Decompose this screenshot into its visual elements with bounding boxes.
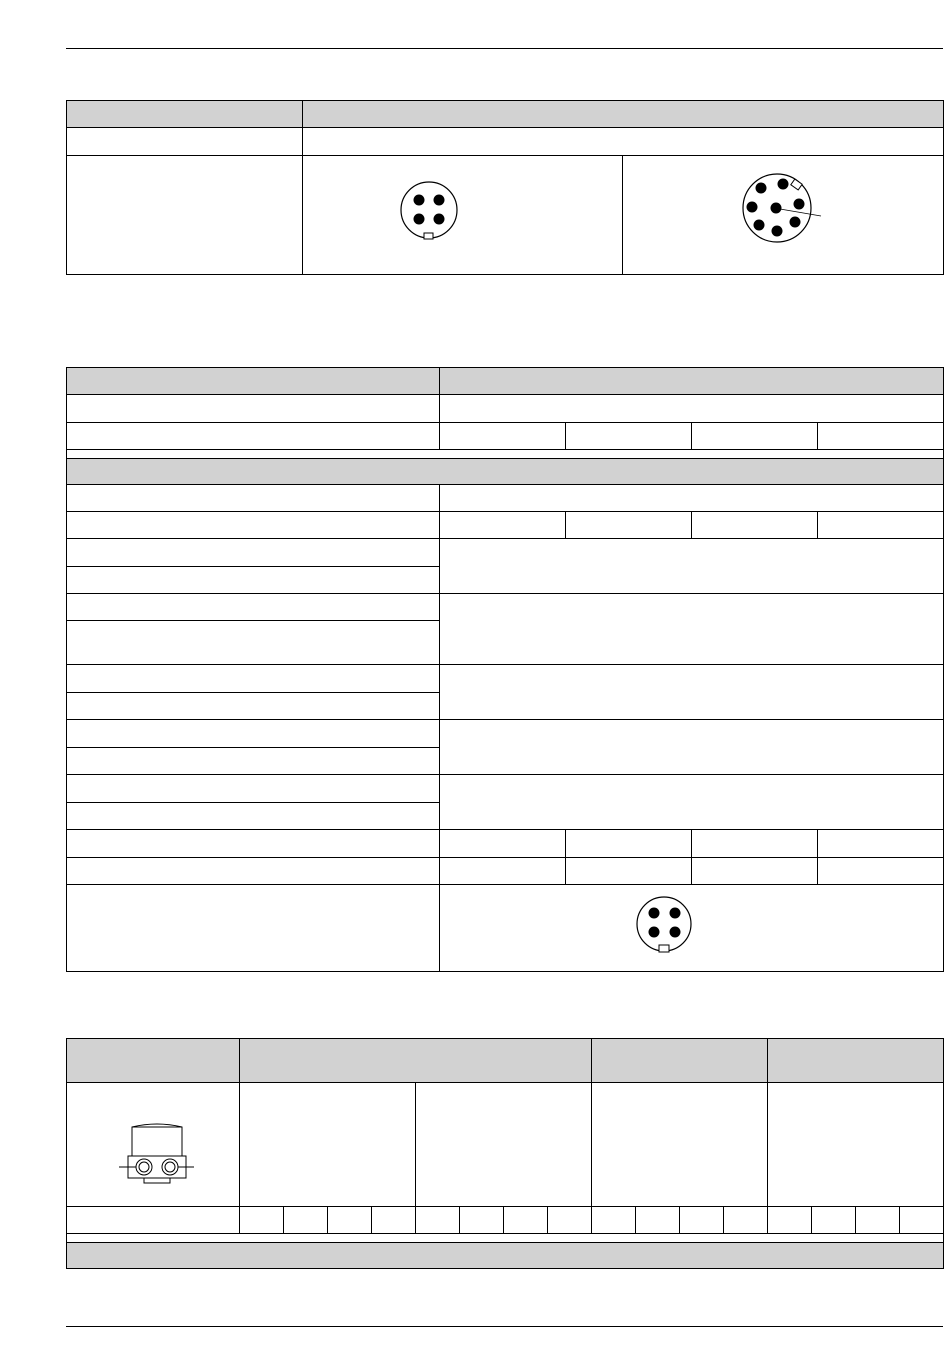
order-sub-header	[416, 1083, 592, 1207]
connector-table-header-left	[67, 101, 303, 128]
spec-row-label	[67, 775, 440, 803]
spec-connector-label	[67, 885, 440, 972]
order-sub-header	[592, 1083, 768, 1207]
order-codes-label	[67, 1207, 240, 1234]
connector-8pin-cell	[623, 156, 944, 275]
spec-table-header-right	[440, 368, 944, 395]
spec-row-label	[67, 748, 440, 775]
spec-table-header-left	[67, 368, 440, 395]
order-code-cell	[460, 1207, 504, 1234]
spec-row-value	[440, 830, 566, 858]
spec-row-label	[67, 858, 440, 885]
spec-row-value	[818, 830, 944, 858]
connector-table-row1-value	[303, 128, 944, 156]
spec-row-label	[67, 512, 440, 539]
connector-4pin-cell	[303, 156, 623, 275]
page-header-text	[66, 30, 943, 46]
sensor-housing-drawing	[67, 1083, 240, 1206]
spec-row-value	[440, 594, 944, 665]
order-code-cell	[856, 1207, 900, 1234]
order-code-cell	[592, 1207, 636, 1234]
spec-row-value	[566, 512, 692, 539]
spec-row-label	[67, 395, 440, 423]
spec-row-value	[440, 775, 944, 830]
spec-row-value	[440, 485, 944, 512]
spec-row-label	[67, 423, 440, 450]
spec-table	[66, 367, 944, 972]
spec-connector-cell	[440, 885, 944, 972]
order-code-cell	[416, 1207, 460, 1234]
header-rule	[66, 48, 943, 49]
order-footer-note	[67, 1243, 944, 1269]
spec-row-label	[67, 693, 440, 720]
spec-row-value	[818, 512, 944, 539]
connector-4pin-icon	[303, 156, 623, 274]
spec-row-label	[67, 621, 440, 665]
spec-row-value	[440, 395, 944, 423]
footer-rule	[66, 1326, 943, 1327]
spec-row-value	[440, 665, 944, 720]
spec-row-value	[692, 830, 818, 858]
order-sub-header	[240, 1083, 416, 1207]
connector-table-row1-label	[67, 128, 303, 156]
spec-row-label	[67, 567, 440, 594]
spec-row-value	[566, 858, 692, 885]
spec-row-value	[692, 512, 818, 539]
order-sub-header	[768, 1083, 944, 1207]
spec-row-value	[818, 423, 944, 450]
spec-row-value	[440, 423, 566, 450]
page-footer-text	[66, 1330, 943, 1346]
spec-row-value	[692, 858, 818, 885]
order-code-cell	[548, 1207, 592, 1234]
connector-table-header-right	[303, 101, 944, 128]
connector-table	[66, 100, 944, 275]
order-header-group	[592, 1039, 768, 1083]
connector-4pin-icon	[440, 885, 943, 971]
spec-row-label	[67, 803, 440, 830]
spec-row-label	[67, 539, 440, 567]
spec-row-value	[440, 512, 566, 539]
order-code-cell	[812, 1207, 856, 1234]
order-code-cell	[372, 1207, 416, 1234]
spec-row-label	[67, 720, 440, 748]
order-table	[66, 1038, 944, 1269]
spec-row-value	[440, 858, 566, 885]
spec-row-label	[67, 594, 440, 621]
spec-row-label	[67, 485, 440, 512]
spec-row-label	[67, 830, 440, 858]
order-code-cell	[636, 1207, 680, 1234]
order-header-group	[768, 1039, 944, 1083]
order-header-group	[240, 1039, 592, 1083]
order-code-cell	[680, 1207, 724, 1234]
order-code-cell	[284, 1207, 328, 1234]
spec-section-header	[67, 459, 944, 485]
order-code-cell	[768, 1207, 812, 1234]
spec-row-value	[440, 539, 944, 594]
order-header-product	[67, 1039, 240, 1083]
connector-table-row2-label	[67, 156, 303, 275]
spec-row-value	[692, 423, 818, 450]
order-code-cell	[724, 1207, 768, 1234]
spec-spacer-row	[67, 450, 944, 459]
product-drawing-cell	[67, 1083, 240, 1207]
order-code-cell	[504, 1207, 548, 1234]
order-spacer-row	[67, 1234, 944, 1243]
order-code-cell	[900, 1207, 944, 1234]
order-code-cell	[328, 1207, 372, 1234]
spec-row-value	[440, 720, 944, 775]
spec-row-label	[67, 665, 440, 693]
spec-row-value	[566, 830, 692, 858]
spec-row-value	[566, 423, 692, 450]
connector-8pin-icon	[623, 156, 944, 274]
spec-row-value	[818, 858, 944, 885]
order-code-cell	[240, 1207, 284, 1234]
